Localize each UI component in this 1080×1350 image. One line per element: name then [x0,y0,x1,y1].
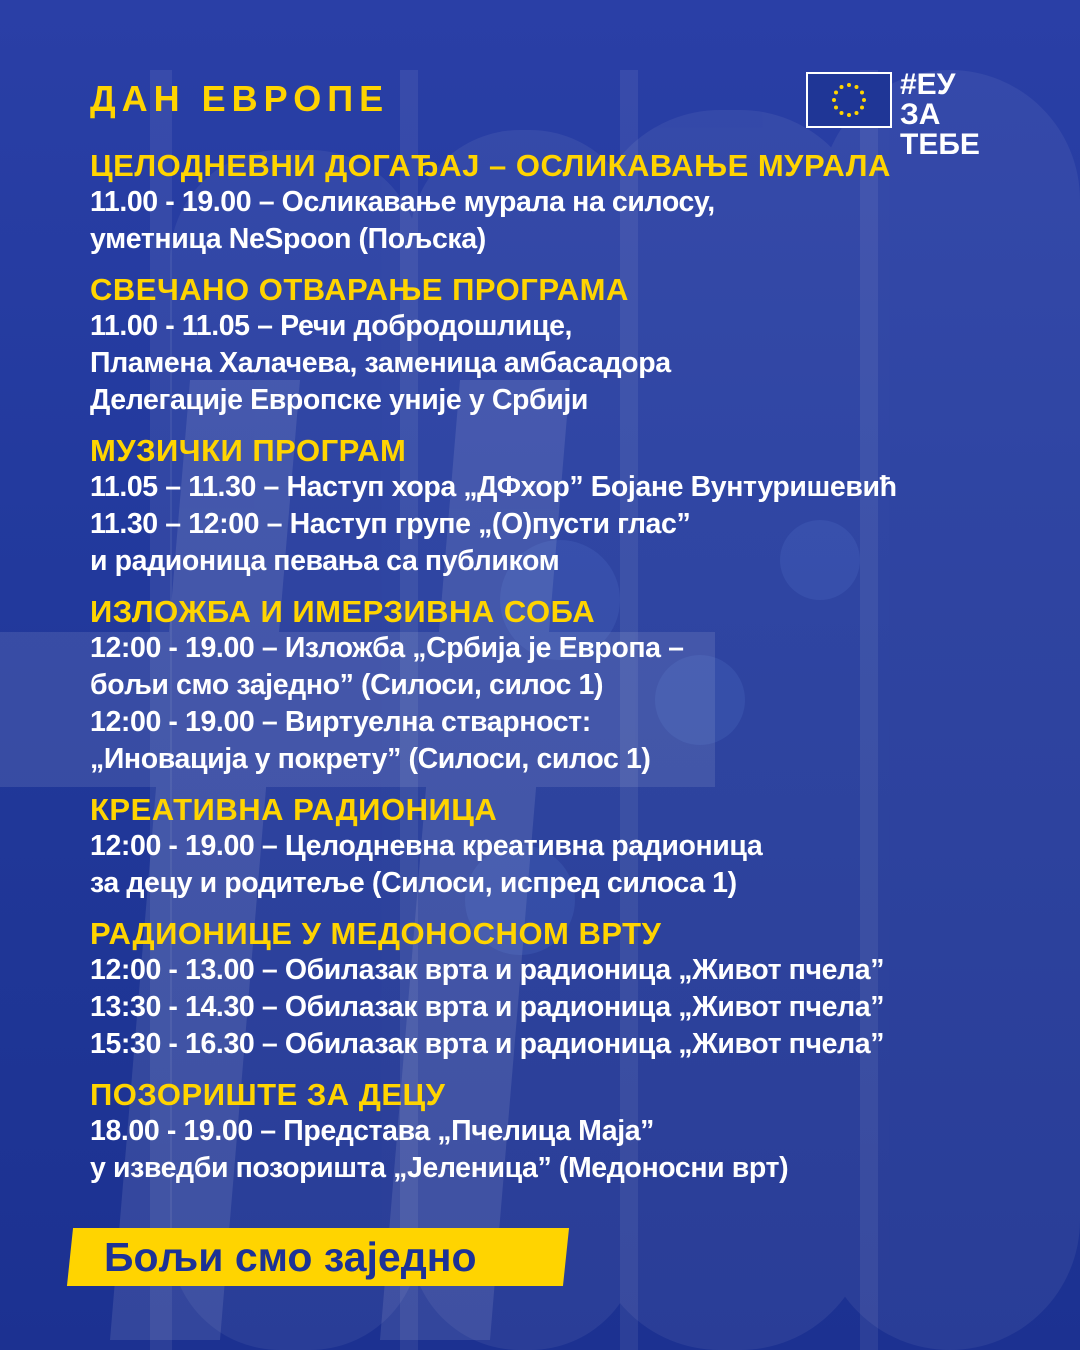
section-title: ПОЗОРИШТЕ ЗА ДЕЦУ [90,1077,446,1112]
event-line: у изведби позоришта „Јеленица” (Медоносни врт) [90,1152,789,1184]
section-title: РАДИОНИЦЕ У МЕДОНОСНОМ ВРТУ [90,916,662,951]
event-line: 13:30 - 14.30 – Обилазак врта и радионица „Живот пчела” [90,991,885,1023]
section-children-theatre [90,1077,1030,1187]
section-title: ИЗЛОЖБА И ИМЕРЗИВНА СОБА [90,594,596,629]
event-line: и радионица певања са публиком [90,545,560,577]
section-honey-garden [90,916,1030,1063]
section-title: МУЗИЧКИ ПРОГРАМ [90,433,407,468]
event-line: Пламена Халачева, заменица амбасадора [90,347,671,379]
event-line: бољи смо заједно” (Силоси, силос 1) [90,669,604,701]
event-line: 11.00 - 19.00 – Осликавање мурала на силосу, [90,186,715,218]
logo-for-you: ЗА ТЕБЕ [900,98,980,161]
event-line: за децу и родитеље (Силоси, испред силоса 1) [90,867,737,899]
section-music [90,433,1030,580]
event-line: 11.00 - 11.05 – Речи добродошлице, [90,310,573,342]
event-line: 11.05 – 11.30 – Наступ хора „ДФхор” Бојане Вунтуришевић [90,471,897,503]
section-creative-workshop [90,792,1030,902]
section-title: КРЕАТИВНА РАДИОНИЦА [90,792,498,827]
logo-hashtag: #ЕУ [900,68,956,101]
event-line: „Иновација у покрету” (Силоси, силос 1) [90,743,651,775]
event-line: 15:30 - 16.30 – Обилазак врта и радионица „Живот пчела” [90,1028,885,1060]
event-line: Делегације Европске уније у Србији [90,384,588,416]
slogan-text: Бољи смо заједно [104,1234,477,1280]
logo-text [900,70,1016,160]
section-opening [90,272,1030,419]
event-line: 12:00 - 19.00 – Изложба „Србија је Европа – [90,632,684,664]
section-title: СВЕЧАНО ОТВАРАЊЕ ПРОГРАМА [90,272,629,307]
event-line: 11.30 – 12:00 – Наступ групе „(О)пусти глас” [90,508,691,540]
eu-flag-icon [806,72,892,128]
section-exhibition [90,594,1030,778]
section-mural [90,148,1030,258]
event-line: 18.00 - 19.00 – Представа „Пчелица Маја” [90,1115,655,1147]
program-list [90,148,1030,1201]
event-line: уметница NeSpoon (Пољска) [90,223,486,255]
event-line: 12:00 - 19.00 – Целодневна креативна радионица [90,830,763,862]
section-title: ЦЕЛОДНЕВНИ ДОГАЂАЈ – ОСЛИКАВАЊЕ МУРАЛА [90,148,891,183]
page-title: ДАН ЕВРОПЕ [90,78,390,119]
event-line: 12:00 - 13.00 – Обилазак врта и радионица „Живот пчела” [90,954,885,986]
eu-for-you-logo [806,68,1016,161]
event-line: 12:00 - 19.00 – Виртуелна стварност: [90,706,591,738]
